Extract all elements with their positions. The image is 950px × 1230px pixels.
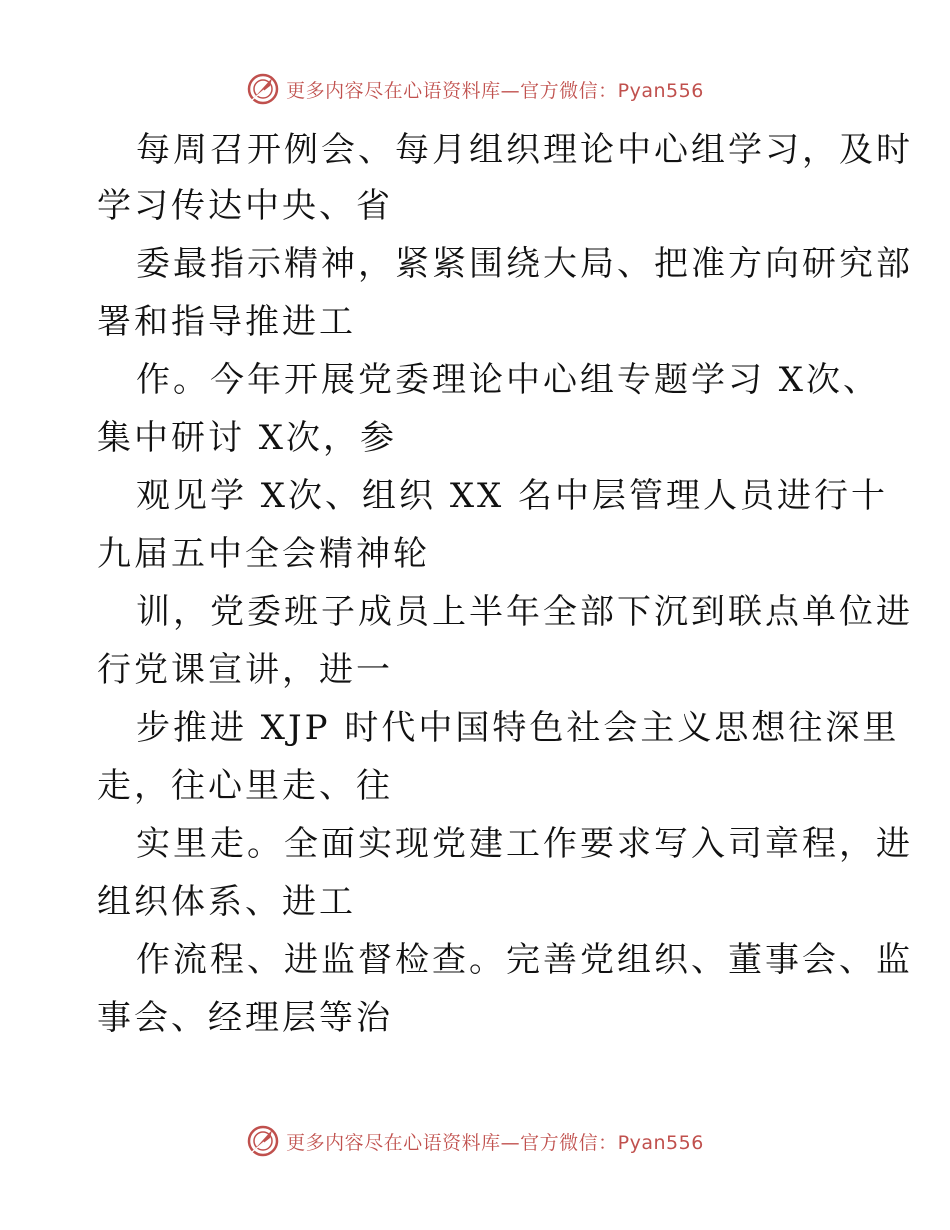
quill-logo-icon xyxy=(246,1124,280,1158)
body-line: 走，往心里走、往 xyxy=(97,766,393,806)
body-line: 作流程、进监督检查。完善党组织、董事会、监 xyxy=(136,940,913,980)
body-line: 训，党委班子成员上半年全部下沉到联点单位进 xyxy=(136,592,913,632)
body-line: 署和指导推进工 xyxy=(97,302,356,342)
header-watermark xyxy=(0,72,950,106)
body-line: 九届五中全会精神轮 xyxy=(97,534,430,574)
body-line: 观见学 X次、组织 XX 名中层管理人员进行十 xyxy=(136,476,889,516)
body-line: 作。今年开展党委理论中心组专题学习 X次、 xyxy=(136,360,881,400)
footer-watermark xyxy=(0,1124,950,1158)
body-line: 学习传达中央、省 xyxy=(97,186,393,226)
watermark-text: 更多内容尽在心语资料库—官方微信：Pyan556 xyxy=(286,1131,704,1154)
body-line: 每周召开例会、每月组织理论中心组学习，及时 xyxy=(136,130,913,170)
watermark-text: 更多内容尽在心语资料库—官方微信：Pyan556 xyxy=(286,79,704,102)
body-line: 集中研讨 X次，参 xyxy=(97,418,398,458)
body-line: 组织体系、进工 xyxy=(97,882,356,922)
body-line: 步推进 XJP 时代中国特色社会主义思想往深里 xyxy=(136,708,900,748)
body-line: 实里走。全面实现党建工作要求写入司章程，进 xyxy=(136,824,913,864)
body-line: 事会、经理层等治 xyxy=(97,998,393,1038)
body-line: 行党课宣讲，进一 xyxy=(97,650,393,690)
quill-logo-icon xyxy=(246,72,280,106)
body-line: 委最指示精神，紧紧围绕大局、把准方向研究部 xyxy=(136,244,913,284)
